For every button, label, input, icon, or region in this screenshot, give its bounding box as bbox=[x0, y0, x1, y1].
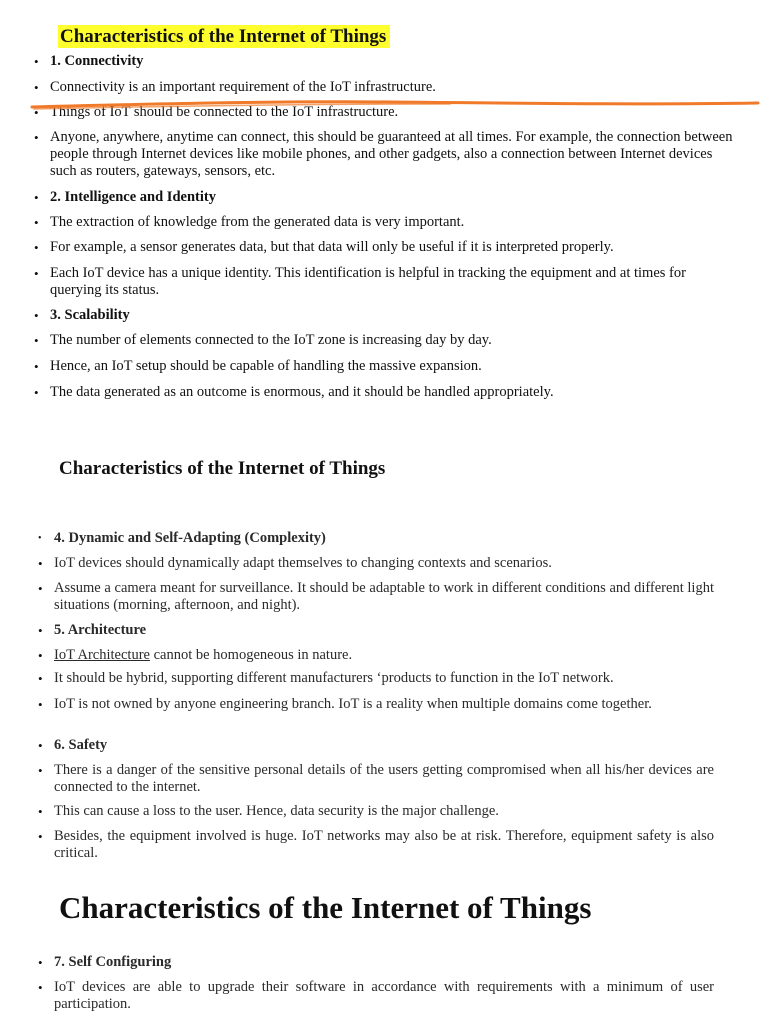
annotation-underline bbox=[30, 95, 760, 115]
list-item: • For example, a sensor generates data, but that data will only be useful if it is interpreted properly. bbox=[34, 239, 614, 255]
list-item: • This can cause a loss to the user. Hence, data security is the major challenge. bbox=[38, 803, 499, 819]
list-item: • Each IoT device has a unique identity. This identification is helpful in tracking the equipment and at times for querying its status. bbox=[34, 265, 686, 298]
list-item: • IoT is not owned by anyone engineering branch. IoT is a reality when multiple domains come together. bbox=[38, 696, 652, 712]
section2-title: Characteristics of the Internet of Things bbox=[59, 458, 386, 479]
list-item: • It should be hybrid, supporting different manufacturers ‘products to function in the IoT network. bbox=[38, 670, 614, 686]
list-item: • Hence, an IoT setup should be capable of handling the massive expansion. bbox=[34, 358, 482, 374]
list-item: • 6. Safety bbox=[38, 737, 108, 753]
list-item: • Assume a camera meant for surveillance. It should be adaptable to work in different conditions and different light situations (morning, afternoon, and night). bbox=[38, 580, 714, 613]
list-item: • Besides, the equipment involved is huge. IoT networks may also be at risk. Therefore, equipment safety is also critical. bbox=[38, 828, 714, 861]
list-item: • Connectivity is an important requirement of the IoT infrastructure. bbox=[34, 79, 436, 95]
list-item: • IoT Architecture cannot be homogeneous in nature. bbox=[38, 647, 353, 663]
list-item: • IoT devices are able to upgrade their software in accordance with requirements with a minimum of user participation. bbox=[38, 979, 714, 1012]
list-item: • 4. Dynamic and Self-Adapting (Complexity) bbox=[38, 530, 326, 546]
list-item: • 5. Architecture bbox=[38, 622, 147, 638]
list-item: • 2. Intelligence and Identity bbox=[34, 189, 216, 205]
list-item: • The data generated as an outcome is enormous, and it should be handled appropriately. bbox=[34, 384, 554, 400]
list-item: • Anyone, anywhere, anytime can connect, this should be guaranteed at all times. For example, the connection between people through Internet devices like mobile phones, and other gadgets, also a connection between Internet devices such as routers, gateways, sensors, etc. bbox=[34, 129, 733, 179]
list-item: • There is a danger of the sensitive personal details of the users getting compromised when all his/her devices are connected to the internet. bbox=[38, 762, 714, 795]
section3-title: Characteristics of the Internet of Things bbox=[59, 890, 592, 925]
list-item: • IoT devices should dynamically adapt themselves to changing contexts and scenarios. bbox=[38, 555, 552, 571]
list-item: • 1. Connectivity bbox=[34, 53, 144, 69]
list-item: • 7. Self Configuring bbox=[38, 954, 172, 970]
section1-title: Characteristics of the Internet of Things bbox=[58, 25, 390, 48]
list-item: • 3. Scalability bbox=[34, 307, 130, 323]
iot-architecture-link[interactable]: IoT Architecture bbox=[54, 647, 150, 663]
list-item: • The number of elements connected to the IoT zone is increasing day by day. bbox=[34, 332, 492, 348]
list-item: • Things of IoT should be connected to the IoT infrastructure. bbox=[34, 104, 399, 120]
list-item: • The extraction of knowledge from the generated data is very important. bbox=[34, 214, 465, 230]
